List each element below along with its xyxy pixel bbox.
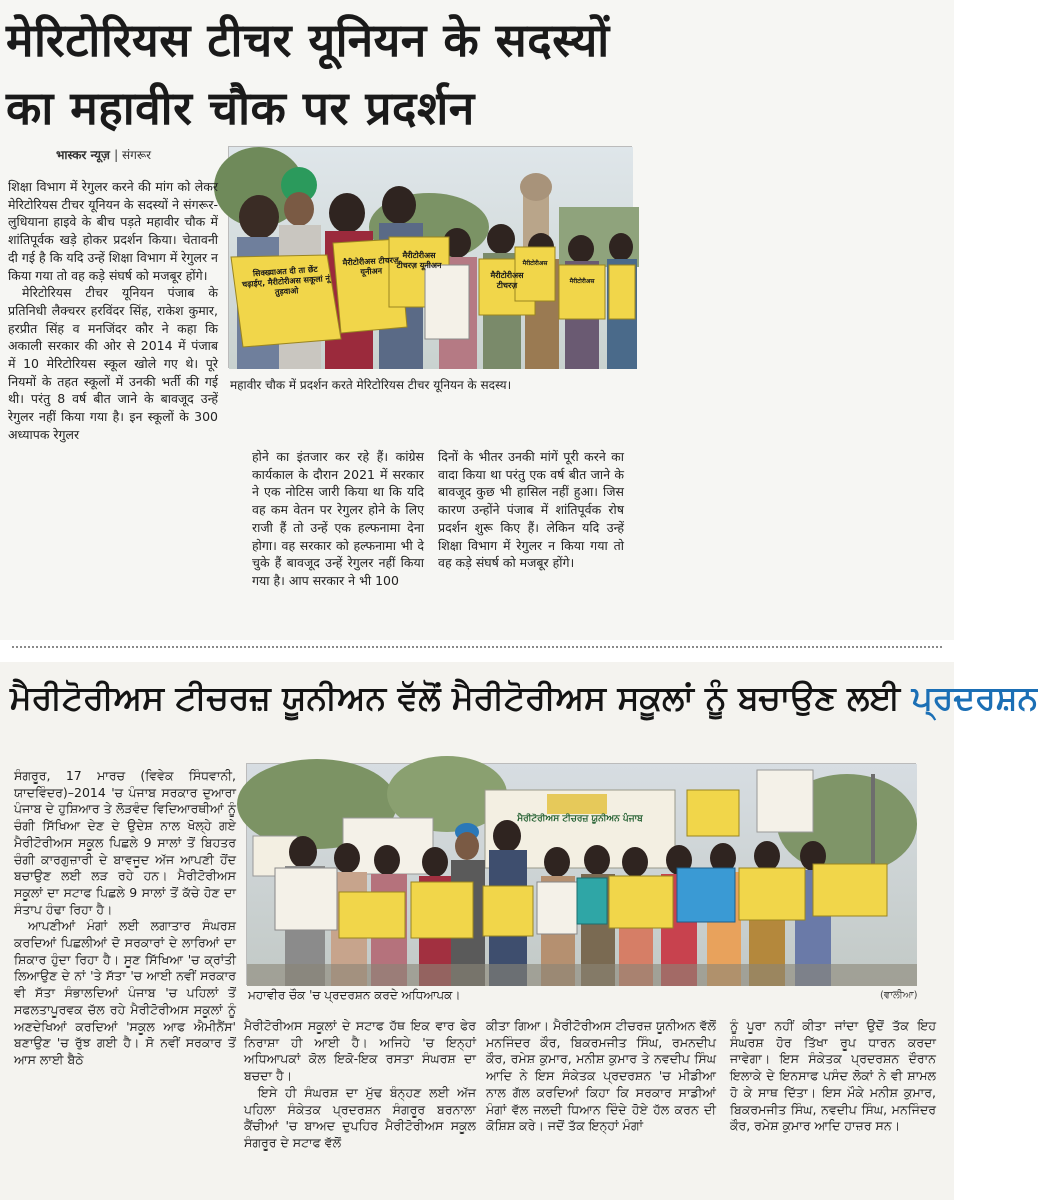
placard-1-text: सिक्ख्याअत दी ता छेंट चढ़ाईए, मैरीटोरीअस सकूलां नूं तुड़वाओ (241, 264, 331, 297)
headline-highlight: ਪ੍ਰਦਰਸ਼ਨ (911, 678, 1038, 717)
paragraph: ਮੈਰੀਟੋਰੀਅਸ ਸਕੂਲਾਂ ਦੇ ਸਟਾਫ ਹੱਥ ਇਕ ਵਾਰ ਫੇਰ ਨਿਰਾਸ਼ਾ ਹੀ ਆਈ ਹੈ। ਅਜਿਹੇ 'ਚ ਇਨ੍ਹਾਂ ਅਧਿਆਪਕਾਂ ਕੋਲ ਇਕੋ-ਇਕ ਰਸਤਾ ਸੰਘਰਸ਼ ਦਾ ਬਚਦਾ ਹੈ। (244, 1018, 476, 1084)
paragraph: ਆਪਣੀਆਂ ਮੰਗਾਂ ਲਈ ਲਗਾਤਾਰ ਸੰਘਰਸ਼ ਕਰਦਿਆਂ ਪਿਛਲੀਆਂ ਦੋ ਸਰਕਾਰਾਂ ਦੇ ਲਾਰਿਆਂ ਦਾ ਸ਼ਿਕਾਰ ਹੁੰਦਾ ਰਿਹਾ ਹੈ। ਸੂਣ ਸਿੱਖਿਆ 'ਚ ਕ੍ਰਾਂਤੀ ਲਿਆਉਣ ਦੇ ਨਾਂ 'ਤੇ ਸੱਤਾ 'ਚ ਆਈ ਨਵੀਂ ਸਰਕਾਰ ਵੀ ਸੱਤਾ ਸੰਭਾਲਦਿਆਂ ਪੰਜਾਬ 'ਚ ਪਹਿਲਾਂ ਤੋਂ ਸਫਲਤਾਪੂਰਵਕ ਚੱਲ ਰਹੇ ਮੈਰੀਟੋਰੀਅਸ ਸਕੂਲਾਂ ਨੂੰ ਅਣਦੇਖਿਆਂ ਕਰਦਿਆਂ 'ਸਕੂਲ ਆਫ ਐਮੀਨੈਂਸ' ਬਣਾਉਣ 'ਚ ਰੁੱਝ ਗਈ ਹੈ। ਸੋ ਨਵੀਂ ਸਰਕਾਰ ਤੋਂ ਆਸ ਲਾਈ ਬੈਠੇ (14, 918, 236, 1067)
paragraph: दिनों के भीतर उनकी मांगें पूरी करने का वादा किया था परंतु एक वर्ष बीत जाने के बावजूद कुछ भी हासिल नहीं हुआ। जिस कारण उन्होंने पंजाब में शांतिपूर्वक रोष प्रदर्शन शुरू किए हैं। लेकिन यदि उन्हें शिक्षा विभाग में रेगुलर न किया गया तो वह कड़े संघर्ष को मजबूर होंगे। (438, 449, 624, 571)
protest-photo (228, 146, 632, 368)
placard-6-text: मैरीटोरीअस (522, 260, 548, 267)
punjabi-news-clipping (0, 662, 1038, 1200)
photo-caption: महावीर चौक में प्रदर्शन करते मेरिटोरियस टीचर यूनियन के सदस्य। (230, 378, 512, 392)
paragraph: होने का इंतजार कर रहे हैं। कांग्रेस कार्यकाल के दौरान 2021 में सरकार ने एक नोटिस जारी किया था कि यदि वह कम वेतन पर रेगुलर होने के लिए राजी हैं तो उन्हें एक हल्फनामा देना होगा। वह सरकार को हल्फनामा भी दे चुके हैं बावजूद उन्हें रेगुलर नहीं किया गया है। आप सरकार ने भी 100 (252, 449, 424, 588)
photo-banner-text: ਮੈਰੀਟੋਰੀਅਸ ਟੀਚਰਜ਼ ਯੂਨੀਅਨ ਪੰਜਾਬ (517, 814, 643, 824)
paragraph: ਨੂੰ ਪੂਰਾ ਨਹੀਂ ਕੀਤਾ ਜਾਂਦਾ ਉਦੋਂ ਤੱਕ ਇਹ ਸੰਘਰਸ਼ ਹੋਰ ਤਿੱਖਾ ਰੂਪ ਧਾਰਨ ਕਰਦਾ ਜਾਵੇਗਾ। ਇਸ ਸੰਕੇਤਕ ਪ੍ਰਦਰਸ਼ਨ ਦੌਰਾਨ ਇਲਾਕੇ ਦੇ ਇਨਸਾਫ ਪਸੰਦ ਲੋਕਾਂ ਨੇ ਵੀ ਸ਼ਾਮਲ ਹੋ ਕੇ ਸਾਥ ਦਿੱਤਾ। ਇਸ ਮੌਕੇ ਮਨੀਸ਼ ਕੁਮਾਰ, ਬਿਕਰਮਜੀਤ ਸਿੰਘ, ਨਵਦੀਪ ਸਿੰਘ, ਮਨਜਿੰਦਰ ਕੌਰ, ਰਮੇਸ਼ ਕੁਮਾਰ ਆਦਿ ਹਾਜ਼ਰ ਸਨ। (730, 1018, 936, 1134)
placard (411, 882, 473, 938)
article-column-3 (486, 1018, 716, 1135)
placard-2-text: मैरीटोरीअस टीचरज़ यूनीअन (342, 255, 400, 277)
placard (739, 868, 805, 920)
placard-7-text: मैरीटोरीअस (569, 278, 595, 285)
placard-8 (609, 265, 635, 319)
paragraph: ਸੰਗਰੂਰ, 17 ਮਾਰਚ (ਵਿਵੇਕ ਸਿੰਧਵਾਨੀ, ਯਾਦਵਿੰਦਰ)–2014 'ਚ ਪੰਜਾਬ ਸਰਕਾਰ ਦੁਆਰਾ ਪੰਜਾਬ ਦੇ ਹੁਸ਼ਿਆਰ ਤੇ ਲੋੜਵੰਦ ਵਿਦਿਆਰਥੀਆਂ ਨੂੰ ਚੰਗੀ ਸਿੱਖਿਆ ਦੇਣ ਦੇ ਉਦੇਸ਼ ਨਾਲ ਖੋਲ੍ਹੇ ਗਏ ਮੈਰੀਟੋਰੀਅਸ ਸਕੂਲ ਪਿਛਲੇ 9 ਸਾਲਾਂ ਤੋਂ ਬਿਹਤਰ ਚੰਗੀ ਕਾਰਗੁਜ਼ਾਰੀ ਦੇ ਬਾਵਜੂਦ ਅੱਜ ਆਪਣੀ ਹੋਂਦ ਬਚਾਉਣ ਲਈ ਲੜ ਰਹੇ ਹਨ। ਮੈਰੀਟੋਰੀਅਸ ਸਕੂਲਾਂ ਦਾ ਸਟਾਫ ਪਿਛਲੇ 9 ਸਾਲਾਂ ਤੋਂ ਕੱਚੇ ਹੋਣ ਦਾ ਸੰਤਾਪ ਹੰਢਾ ਰਿਹਾ ਹੈ। (14, 768, 236, 917)
placard (483, 886, 533, 936)
hindi-news-clipping (0, 0, 954, 640)
placard (577, 878, 607, 924)
protest-photo (246, 763, 916, 985)
photo-credit: (ਵਾਲੀਆ) (880, 990, 918, 1001)
article-column-2 (244, 1018, 476, 1152)
headline-line-1: मेरिटोरियस टीचर यूनियन के सदस्यों (6, 13, 610, 67)
article-column-4 (730, 1018, 936, 1135)
paragraph: ਇਸੇ ਹੀ ਸੰਘਰਸ਼ ਦਾ ਮੁੱਢ ਬੰਨ੍ਹਣ ਲਈ ਅੱਜ ਪਹਿਲਾ ਸੰਕੇਤਕ ਪ੍ਰਦਰਸ਼ਨ ਸੰਗਰੂਰ ਬਰਨਾਲਾ ਕੈਂਚੀਆਂ 'ਚ ਬਾਅਦ ਦੁਪਹਿਰ ਮੈਰੀਟੋਰੀਅਸ ਸਕੂਲ ਸੰਗਰੂਰ ਦੇ ਸਟਾਫ ਵੱਲੋਂ (244, 1084, 476, 1150)
placard (813, 864, 887, 916)
placard (275, 868, 337, 930)
placard-4 (425, 265, 469, 339)
placard-5-text: मैरीटोरीअस टीचरज़ (490, 271, 524, 290)
paragraph: शिक्षा विभाग में रेगुलर करने की मांग को लेकर मेरिटोरियस टीचर यूनियन के सदस्यों ने संगरूर-लुधियाना हाइवे के बीच पड़ते महावीर चौक में शांतिपूर्वक खड़े होकर प्रदर्शन किया। चेतावनी दी गई है कि यदि उन्हें शिक्षा विभाग में रेगुलर न किया गया तो वह कड़े संघर्ष को मजबूर होंगे। (8, 179, 218, 283)
article-column-1 (14, 768, 236, 1069)
headline-main: ਮੈਰੀਟੋਰੀਅਸ ਟੀਚਰਜ਼ ਯੂਨੀਅਨ ਵੱਲੋਂ ਮੈਰੀਟੋਰੀਅਸ ਸਕੂਲਾਂ ਨੂੰ ਬਚਾਉਣ ਲਈ (10, 678, 901, 717)
placard (609, 876, 673, 928)
paragraph: मेरिटोरियस टीचर यूनियन पंजाब के प्रतिनिधी लैक्चरर हरविंदर सिंह, राकेश कुमार, हरप्रीत सिंह व मनजिंदर कौर ने कहा कि अकाली सरकार की ओर से 2014 में पंजाब में 10 मेरिटोरियस स्कूल खोले गए थे। पूरे नियमों के तहत स्कूलों में उनकी भर्ती की गई थी। परंतु 8 वर्ष बीत जाने के बावजूद उन्हें रेगुलर नहीं किया गया है। इन स्कूलों के 300 अध्यापक रेगुलर (8, 285, 218, 442)
placard (677, 868, 735, 922)
article-column-2 (252, 448, 424, 590)
placard-7 (559, 265, 605, 319)
headline-line-2: का महावीर चौक पर प्रदर्शन (6, 81, 475, 135)
headline (10, 674, 1038, 722)
photo-caption: ਮਹਾਵੀਰ ਚੌਕ 'ਚ ਪ੍ਰਦਰਸ਼ਨ ਕਰਦੇ ਅਧਿਆਪਕ। (248, 988, 461, 1002)
byline-location: | संगरूर (114, 148, 152, 162)
placard (537, 882, 577, 934)
article-column-1 (8, 178, 218, 444)
placard-3-text: मैरीटोरीअस टीचरज़ यूनीअन (396, 251, 442, 270)
protest-photo-illustration (247, 764, 917, 986)
byline (56, 146, 151, 163)
clipping-divider (0, 642, 954, 662)
placard (339, 892, 405, 938)
byline-source: भास्कर न्यूज़ (56, 148, 110, 162)
article-column-3 (438, 448, 624, 572)
paragraph: ਕੀਤਾ ਗਿਆ। ਮੈਰੀਟੋਰੀਅਸ ਟੀਚਰਜ਼ ਯੂਨੀਅਨ ਵੱਲੋਂ ਮਨਜਿੰਦਰ ਕੌਰ, ਬਿਕਰਮਜੀਤ ਸਿੰਘ, ਰਮਨਦੀਪ ਕੌਰ, ਰਮੇਸ਼ ਕੁਮਾਰ, ਮਨੀਸ਼ ਕੁਮਾਰ ਤੇ ਨਵਦੀਪ ਸਿੰਘ ਆਦਿ ਨੇ ਇਸ ਸੰਕੇਤਕ ਪ੍ਰਦਰਸ਼ਨ 'ਚ ਮੀਡੀਆ ਨਾਲ ਗੱਲ ਕਰਦਿਆਂ ਕਿਹਾ ਕਿ ਸਰਕਾਰ ਸਾਡੀਆਂ ਮੰਗਾਂ ਵੱਲ ਜਲਦੀ ਧਿਆਨ ਦਿੰਦੇ ਹੋਏ ਹੱਲ ਕਰਨ ਦੀ ਕੋਸ਼ਿਸ਼ ਕਰੇ। ਜਦੋਂ ਤੱਕ ਇਨ੍ਹਾਂ ਮੰਗਾਂ (486, 1018, 716, 1134)
